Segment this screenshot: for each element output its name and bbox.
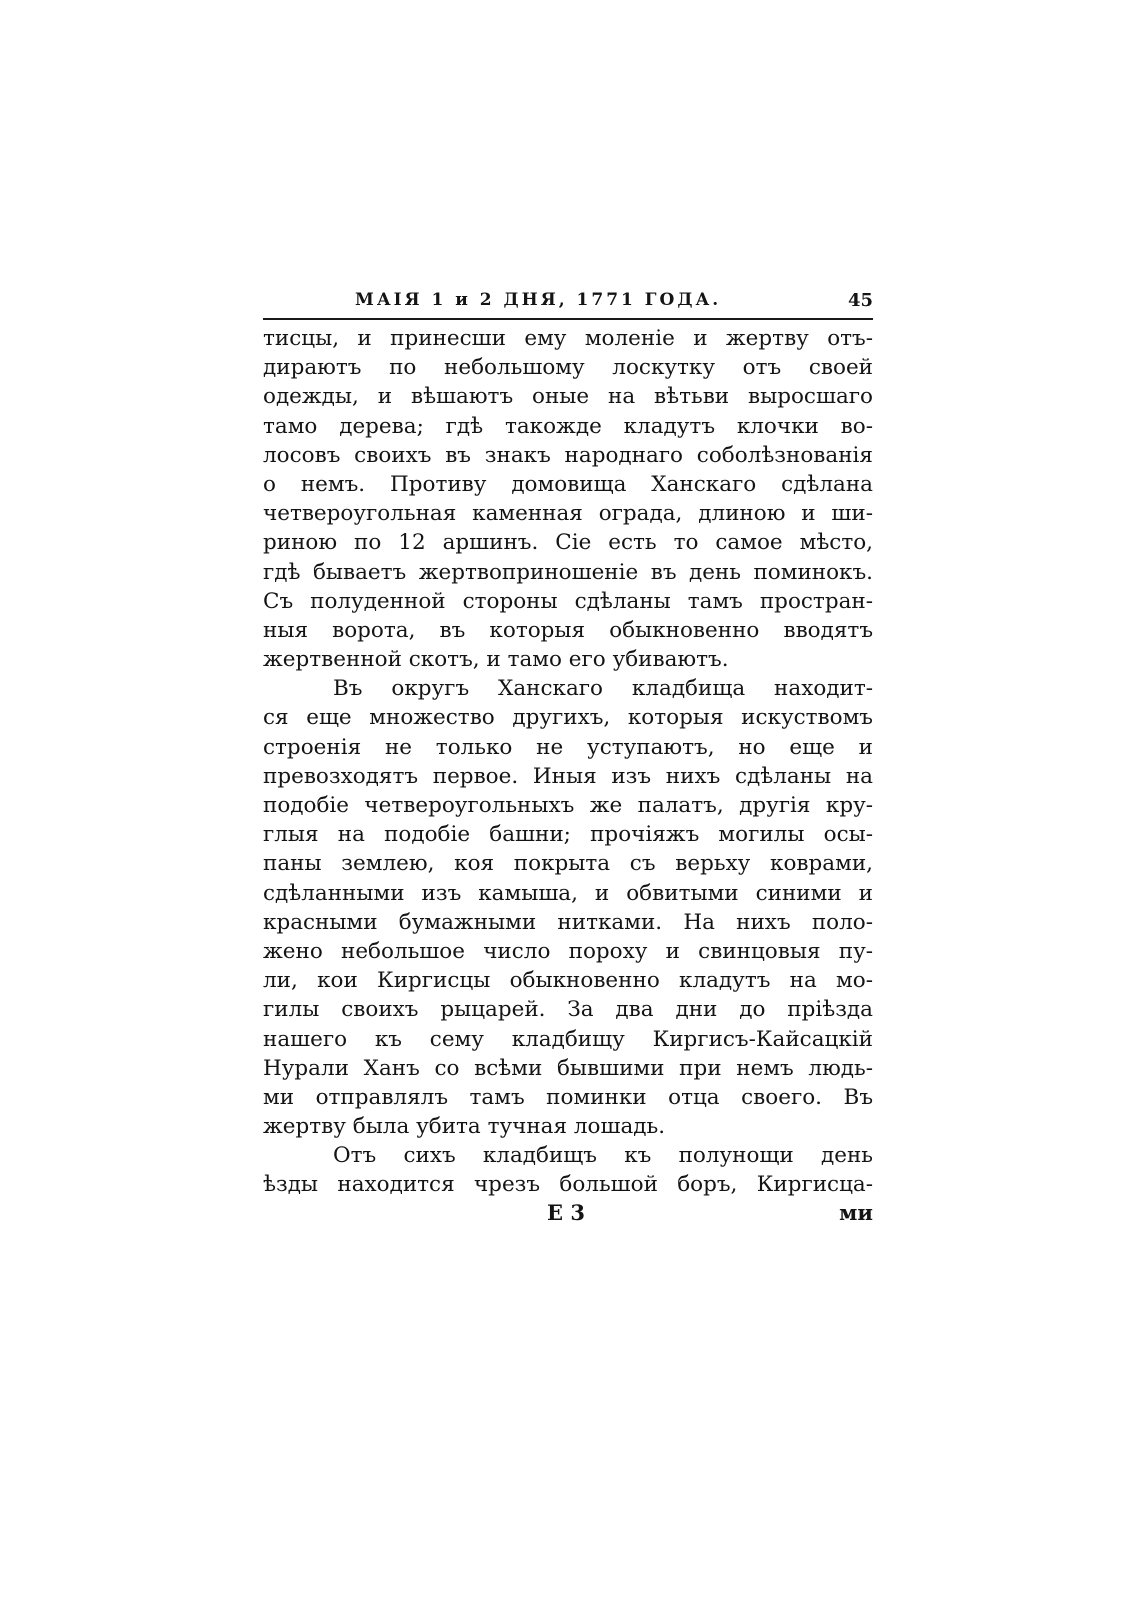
text-line: строенія не только не уступаютъ, но еще и (263, 734, 873, 760)
paragraph (263, 1141, 873, 1199)
text-line: сдѣланными изъ камыша, и обвитыми синими и (263, 880, 873, 906)
page-footer (263, 1200, 873, 1230)
text-line: красными бумажными нитками. На нихъ поло- (263, 909, 873, 935)
body-text (263, 324, 873, 1200)
signature-mark: Е 3 (547, 1199, 585, 1225)
text-line: нашего къ сему кладбищу Киргисъ-Кайсацкій (263, 1026, 873, 1052)
text-line: четвероугольная каменная ограда, длиною и ши- (263, 501, 873, 527)
text-line: Отъ сихъ кладбищъ къ полунощи день (333, 1143, 873, 1169)
text-line: превозходятъ первое. Иныя изъ нихъ сдѣланы на (263, 763, 873, 789)
text-line: тисцы, и принесши ему моленіе и жертву отъ- (263, 326, 873, 351)
text-line: Съ полуденной стороны сдѣланы тамъ простран- (263, 588, 873, 614)
catchword: ми (839, 1199, 873, 1225)
text-line: глыя на подобіе башни; прочіяжъ могилы осы- (263, 822, 873, 848)
text-line: лосовъ своихъ въ знакъ народнаго соболѣзнованія (263, 442, 873, 468)
text-line: ѣзды находится чрезъ большой боръ, Киргисца- (263, 1172, 873, 1198)
paragraph (263, 674, 873, 1141)
paragraph (263, 324, 873, 674)
text-line: подобіе четвероугольныхъ же палатъ, другія кру- (263, 793, 873, 818)
text-line: Въ округъ Ханскаго кладбища находит- (333, 676, 873, 702)
text-line: тамо дерева; гдѣ такожде кладутъ клочки во- (263, 413, 873, 439)
text-line: ли, кои Киргисцы обыкновенно кладутъ на мо- (263, 968, 873, 994)
text-line: о немъ. Противу домовища Ханскаго сдѣлана (263, 471, 873, 497)
text-line: ся еще множество другихъ, которыя искуствомъ (263, 705, 873, 731)
text-line: жертву была убита тучная лошадь. (263, 1114, 666, 1140)
text-line: ми отправлялъ тамъ поминки отца своего. Въ (263, 1084, 873, 1110)
text-line: одежды, и вѣшаютъ оные на вѣтьви выросшаго (263, 384, 873, 410)
text-line: жертвенной скотъ, и тамо его убиваютъ. (263, 647, 729, 673)
text-line: гилы своихъ рыцарей. За два дни до пріѣзда (263, 997, 873, 1023)
text-line: гдѣ бываетъ жертвоприношеніе въ день поминокъ. (263, 559, 873, 585)
text-line: риною по 12 аршинъ. Сіе есть то самое мѣсто, (263, 530, 873, 556)
header-rule (263, 318, 873, 320)
book-page (263, 290, 873, 1230)
page-number: 45 (847, 290, 873, 311)
text-line: паны землею, коя покрыта съ верьху коврами, (263, 851, 873, 877)
running-title: МАІЯ 1 и 2 ДНЯ, 1771 ГОДА. (355, 290, 722, 310)
text-line: Нурали Ханъ со всѣми бывшими при немъ людь- (263, 1055, 873, 1081)
text-line: ныя ворота, въ которыя обыкновенно вводятъ (263, 617, 873, 643)
text-line: жено небольшое число пороху и свинцовыя пу- (263, 938, 873, 964)
text-line: дираютъ по небольшому лоскутку отъ своей (263, 355, 873, 381)
running-head (263, 290, 873, 316)
